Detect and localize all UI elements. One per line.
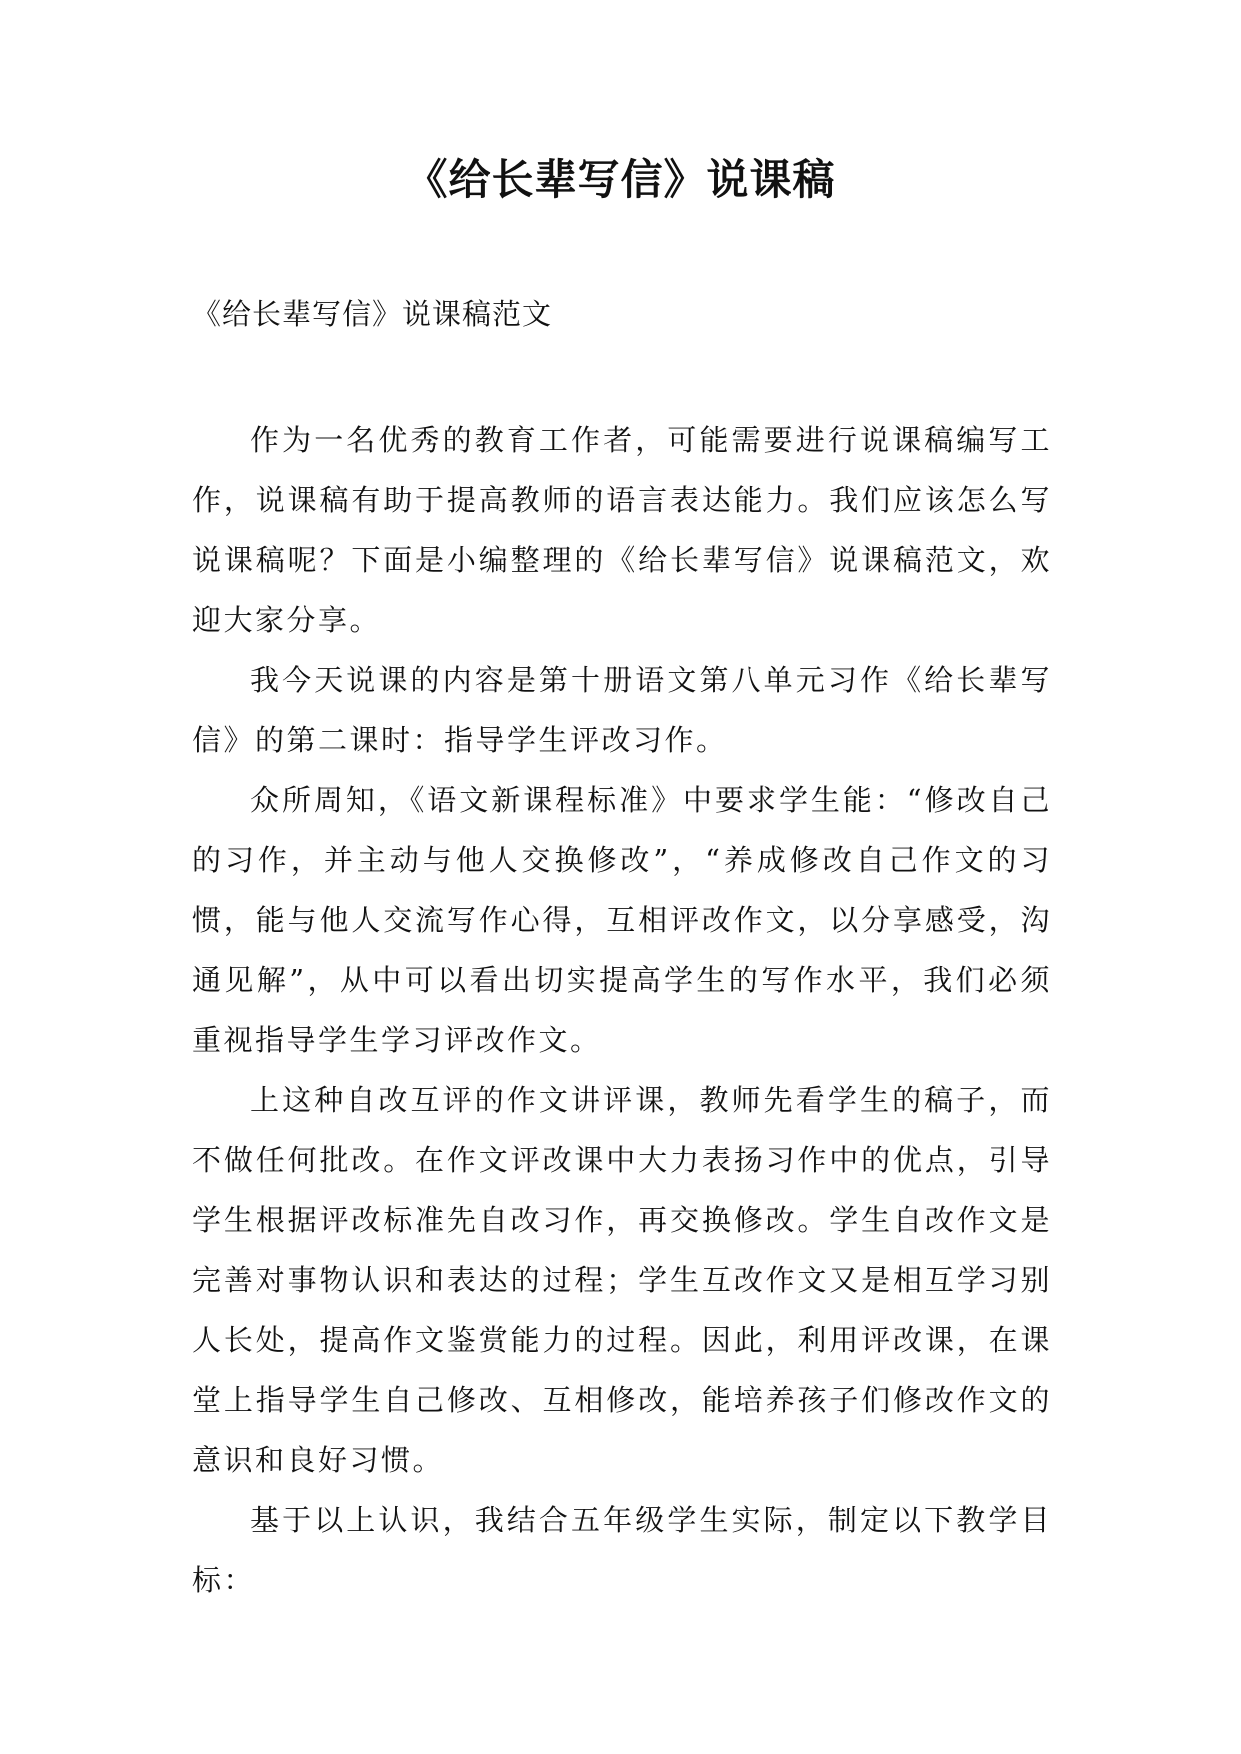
paragraph-teaching-goals: 基于以上认识，我结合五年级学生实际，制定以下教学目标：	[192, 1503, 1052, 1597]
paragraph-intro: 作为一名优秀的教育工作者，可能需要进行说课稿编写工作，说课稿有助于提高教师的语言表达能力。我们应该怎么写说课稿呢？下面是小编整理的《给长辈写信》说课稿范文，欢迎大家分享。	[192, 423, 1052, 637]
paragraph-review-method: 上这种自改互评的作文讲评课，教师先看学生的稿子，而不做任何批改。在作文评改课中大力表扬习作中的优点，引导学生根据评改标准先自改习作，再交换修改。学生自改作文是完善对事物认识和表达的过程；学生互改作文又是相互学习别人长处，提高作文鉴赏能力的过程。因此，利用评改课，在课堂上指导学生自己修改、互相修改，能培养孩子们修改作文的意识和良好习惯。	[192, 1083, 1052, 1477]
document-body	[192, 410, 1052, 1610]
paragraph-lesson-content: 我今天说课的内容是第十册语文第八单元习作《给长辈写信》的第二课时：指导学生评改习作。	[192, 663, 1052, 757]
paragraph-curriculum-standard: 众所周知，《语文新课程标准》中要求学生能：“修改自己的习作，并主动与他人交换修改”，“养成修改自己作文的习惯，能与他人交流写作心得，互相评改作文，以分享感受，沟通见解”，从中可以看出切实提高学生的写作水平，我们必须重视指导学生学习评改作文。	[192, 783, 1052, 1057]
document-title: 《给长辈写信》说课稿	[405, 155, 836, 204]
document-subtitle: 《给长辈写信》说课稿范文	[192, 297, 553, 331]
